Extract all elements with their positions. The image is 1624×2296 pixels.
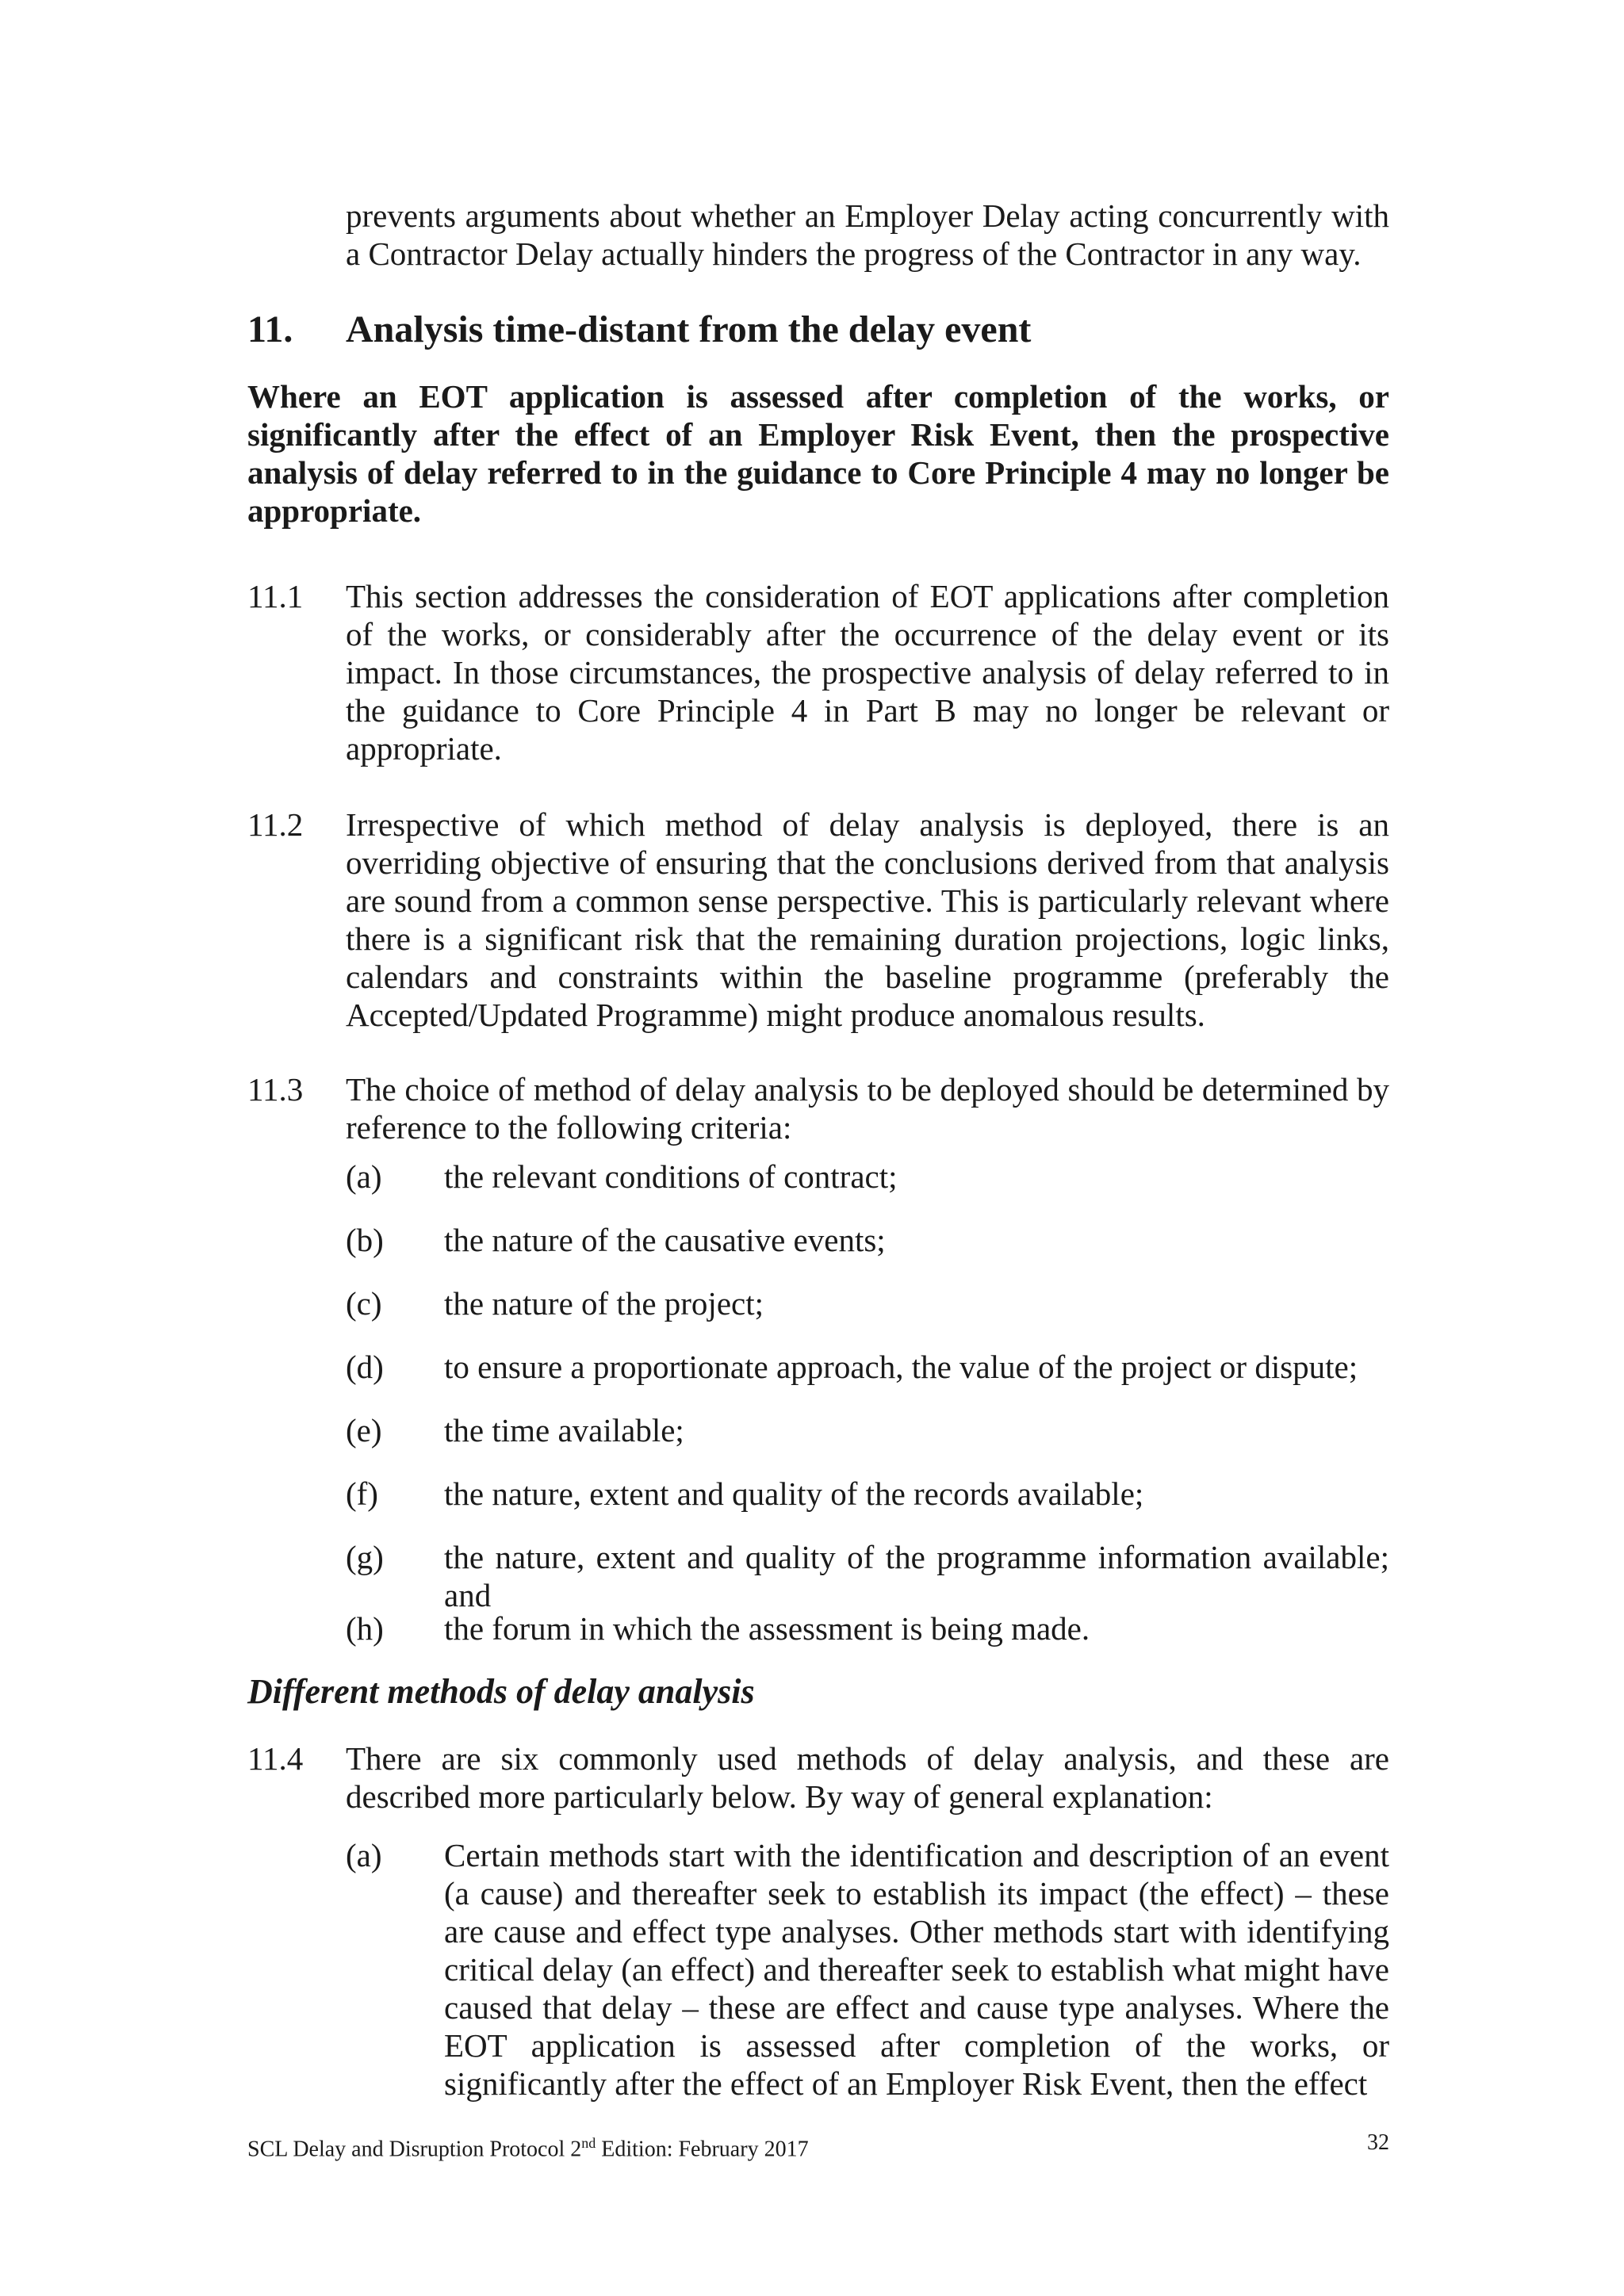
criteria-item (346, 1538, 1389, 1614)
page-number: 32 (1367, 2130, 1389, 2155)
item-label: (a) (346, 1837, 382, 1873)
item-label: (c) (346, 1285, 382, 1322)
item-text: the relevant conditions of contract; (444, 1158, 898, 1195)
paragraph-number: 11.1 (247, 578, 304, 614)
section-number: 11. (247, 308, 293, 350)
paragraph-11-3 (247, 1070, 1389, 1146)
footer-document-title (247, 2130, 809, 2163)
item-text: the forum in which the assessment is being made. (444, 1610, 1090, 1647)
section-heading (247, 306, 1389, 354)
item-text: to ensure a proportionate approach, the value of the project or dispute; (444, 1349, 1358, 1385)
criteria-item (346, 1609, 1389, 1647)
item-text: the nature of the project; (444, 1285, 764, 1322)
item-label: (b) (346, 1222, 384, 1258)
paragraph-text: Irrespective of which method of delay analysis is deployed, there is an overriding objective of ensuring that the conclusions derived from that analysis are sound from a common sense perspective. This is particularly relevant where there is a significant risk that the remaining duration projections, logic links, calendars and constraints within the baseline programme (preferably the Accepted/Updated Programme) might produce anomalous results. (346, 806, 1389, 1033)
paragraph-text: The choice of method of delay analysis to be deployed should be determined by reference to the following criteria: (346, 1071, 1389, 1146)
paragraph-text: There are six commonly used methods of delay analysis, and these are described more particularly below. By way of general explanation: (346, 1740, 1389, 1815)
section-title: Analysis time-distant from the delay event (346, 308, 1032, 350)
paragraph-number: 11.4 (247, 1740, 304, 1777)
intro-paragraph: prevents arguments about whether an Employer Delay acting concurrently with a Contractor Delay actually hinders the progress of the Contractor in any way. (346, 197, 1389, 272)
criteria-item (346, 1348, 1389, 1386)
criteria-item (346, 1475, 1389, 1513)
item-label: (g) (346, 1539, 384, 1575)
footer-title-text: SCL Delay and Disruption Protocol 2 (247, 2137, 582, 2162)
item-label: (d) (346, 1349, 384, 1385)
item-text: Certain methods start with the identification and description of an event (a cause) and thereafter seek to establish its impact (the effect) – these are cause and effect type analyses. Other methods start with identifying critical delay (an effect) and thereafter seek to establish what might have caused that delay – these are effect and cause type analyses. Where the EOT application is assessed after completion of the works, or significantly after the effect of an Employer Risk Event, then the effect (444, 1837, 1389, 2102)
item-text: the time available; (444, 1412, 684, 1448)
criteria-item (346, 1411, 1389, 1449)
criteria-item (346, 1221, 1389, 1259)
item-label: (a) (346, 1158, 382, 1195)
footer-title-superscript: nd (581, 2135, 596, 2151)
paragraph-number: 11.3 (247, 1071, 304, 1108)
paragraph-11-1 (247, 577, 1389, 767)
item-label: (f) (346, 1475, 378, 1512)
list-item (346, 1836, 1389, 2103)
criteria-item (346, 1284, 1389, 1322)
page-footer (247, 2130, 1389, 2163)
item-text: the nature, extent and quality of the records available; (444, 1475, 1144, 1512)
paragraph-11-2 (247, 806, 1389, 1034)
item-label: (e) (346, 1412, 382, 1448)
paragraph-number: 11.2 (247, 806, 304, 843)
item-text: the nature of the causative events; (444, 1222, 886, 1258)
paragraph-text: This section addresses the consideration of EOT applications after completion of the works, or considerably after the occurrence of the delay event or its impact. In those circumstances, the prospective analysis of delay referred to in the guidance to Core Principle 4 in Part B may no longer be relevant or appropriate. (346, 578, 1389, 767)
paragraph-11-4 (247, 1739, 1389, 1816)
footer-title-edition: Edition: February 2017 (596, 2137, 809, 2162)
principle-statement: Where an EOT application is assessed after completion of the works, or significantly after the effect of an Employer Risk Event, then the prospective analysis of delay referred to in the guidance to Core Principle 4 may no longer be appropriate. (247, 378, 1389, 529)
criteria-item (346, 1158, 1389, 1196)
item-text: the nature, extent and quality of the programme information available; and (444, 1539, 1389, 1613)
subheading: Different methods of delay analysis (247, 1672, 755, 1711)
item-label: (h) (346, 1610, 384, 1647)
